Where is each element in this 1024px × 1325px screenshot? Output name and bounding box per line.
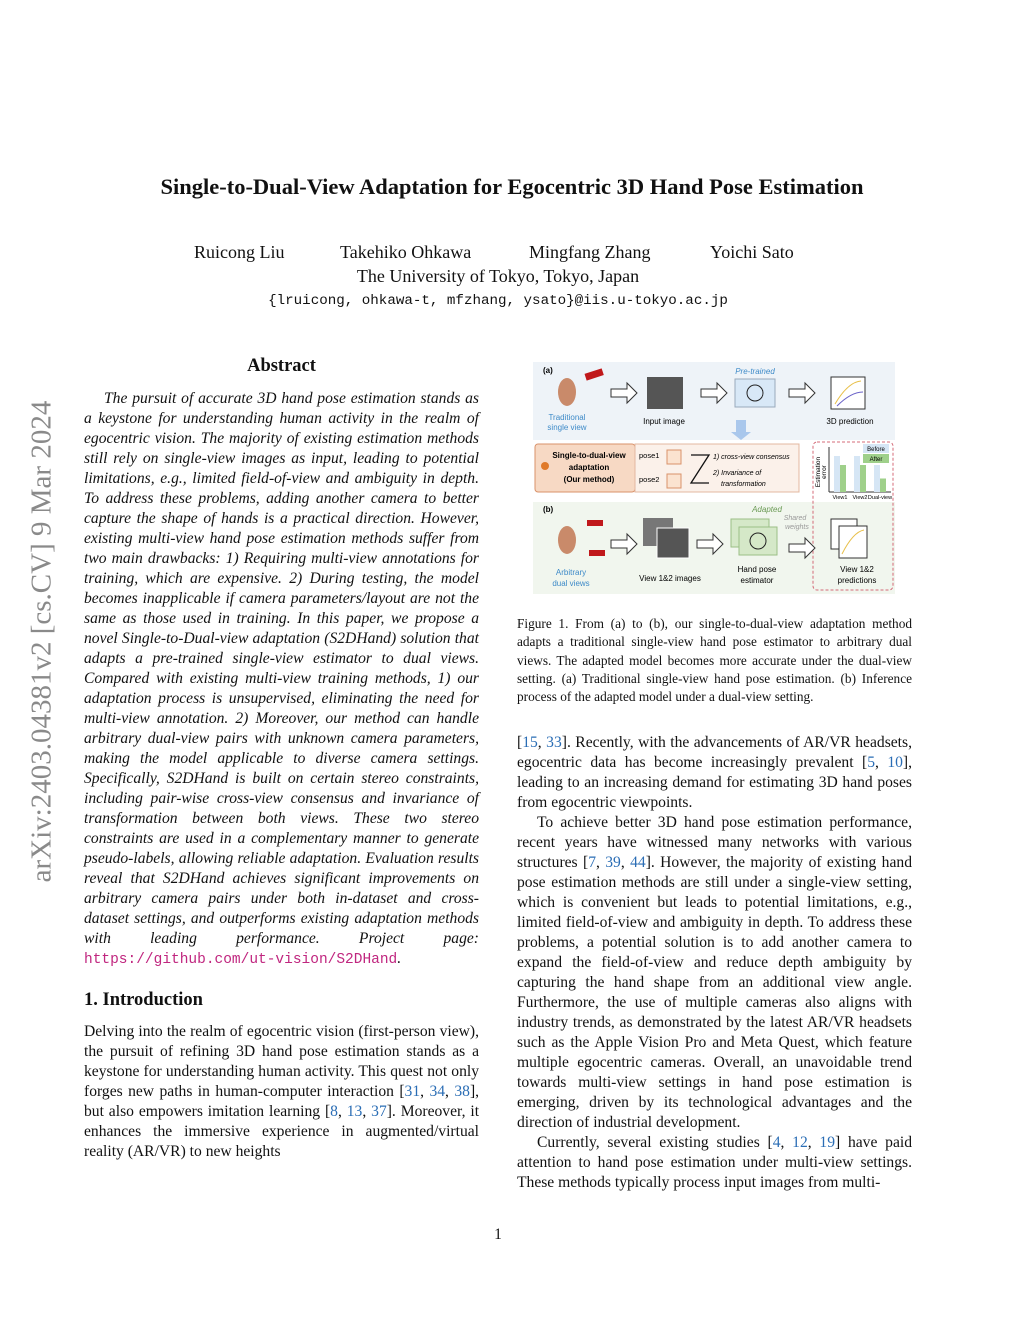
author: Mingfang Zhang xyxy=(529,242,651,262)
bar-before xyxy=(834,456,840,492)
arxiv-stamp: arXiv:2403.04381v2 [cs.CV] 9 Mar 2024 xyxy=(25,400,58,883)
svg-text:Input image: Input image xyxy=(643,417,685,426)
author: Yoichi Sato xyxy=(710,242,794,262)
svg-text:pose1: pose1 xyxy=(639,451,660,460)
input-image xyxy=(647,377,683,409)
svg-text:Adapted: Adapted xyxy=(752,505,782,514)
error-chart xyxy=(815,444,892,501)
citation-link[interactable]: 33 xyxy=(546,734,562,751)
citation-link[interactable]: 31 xyxy=(404,1083,421,1100)
citation-link[interactable]: 37 xyxy=(371,1103,387,1120)
svg-text:pose2: pose2 xyxy=(639,475,660,484)
svg-text:(Our method): (Our method) xyxy=(563,475,615,484)
svg-text:Hand pose: Hand pose xyxy=(737,565,777,574)
network-icon xyxy=(735,379,775,407)
author: Ruicong Liu xyxy=(194,242,285,262)
gear-icon xyxy=(541,462,549,470)
svg-text:Shared: Shared xyxy=(783,515,807,522)
citation-link[interactable]: 44 xyxy=(630,854,646,871)
chart-tick-label: View2 xyxy=(852,495,868,501)
citation-link[interactable]: 7 xyxy=(588,854,596,871)
page-number: 1 xyxy=(494,1226,502,1243)
svg-text:View 1&2: View 1&2 xyxy=(840,565,874,574)
network-icon xyxy=(739,527,777,555)
bar-after xyxy=(840,465,846,492)
svg-text:Traditional: Traditional xyxy=(548,413,586,422)
svg-text:2) Invariance of: 2) Invariance of xyxy=(713,470,762,477)
intro-paragraph: Currently, several existing studies [4, 12, 19] have paid attention to hand pose estimation under multi-view settings. These methods typically process input images from multi- xyxy=(517,1134,912,1191)
intro-heading: 1. Introduction xyxy=(84,990,203,1010)
label-a: (a) xyxy=(543,366,553,375)
author-emails: {lruicong, ohkawa-t, mfzhang, ysato}@iis.u-tokyo.ac.jp xyxy=(268,293,728,309)
bar-before xyxy=(854,456,860,492)
view2-image xyxy=(657,528,689,558)
chart-ylabel: error xyxy=(821,465,828,479)
svg-text:Arbitrary: Arbitrary xyxy=(555,568,587,577)
svg-text:After: After xyxy=(869,457,883,463)
citation-link[interactable]: 4 xyxy=(772,1134,781,1151)
intro-paragraph: [15, 33]. Recently, with the advancements of AR/VR headsets, egocentric data has become increasingly prevalent [5, 10], leading to an increasing demand for estimating 3D hand poses from egocentric viewpoints. xyxy=(517,734,913,811)
hand-pose-icon xyxy=(667,474,681,488)
hand-pose-icon xyxy=(667,450,681,464)
chart-tick-label: Dual-view xyxy=(867,495,893,501)
prediction-plot xyxy=(839,526,867,558)
label-b: (b) xyxy=(543,505,554,514)
citation-link[interactable]: 19 xyxy=(819,1134,836,1151)
svg-text:View 1&2 images: View 1&2 images xyxy=(639,574,701,583)
citation-link[interactable]: 5 xyxy=(867,754,875,771)
svg-text:predictions: predictions xyxy=(837,576,877,585)
svg-text:Before: Before xyxy=(867,447,885,453)
abstract-text: The pursuit of accurate 3D hand pose estimation stands as a keystone for understanding human activity in the realm of egocentric vision. The majority of existing estimation methods still rely on single-view images as input, leading to potential limitations, e.g., limited field-of-view and ambiguity in depth. To address these problems, adding another camera to better capture the shape of hands is a practical direction. However, existing multi-view hand pose estimation methods suffer from two main drawbacks: 1) Requiring multi-view annotations for training, which are expensive. 2) During testing, the model becomes inapplicable if camera parameters/layout are not the same as those used in training. In this paper, we propose a novel Single-to-Dual-view adaptation (S2DHand) solution that adapts a pre-trained single-view estimator to dual views. Compared with existing multi-view training methods, 1) our adaptation process is unsupervised, eliminating the need for multi-view annotation. 2) Moreover, our method can handle arbitrary dual-view pairs with unknown camera parameters, making the model applicable to diverse camera settings. Specifically, S2DHand is built on certain stereo constraints, including pair-wise cross-view consensus and invariance of transformation between both views. These two stereo constraints are used in a complementary manner to generate pseudo-labels, allowing reliable adaptation. Evaluation results reveal that S2DHand achieves significant improvements on arbitrary camera pairs under both in-dataset and cross-dataset settings, and outperforms existing adaptation methods with leading performance. Project page: https://github.com/ut-vision/S2DHand. xyxy=(84,390,479,968)
citation-link[interactable]: 34 xyxy=(429,1083,446,1100)
svg-text:transformation: transformation xyxy=(721,481,766,488)
down-arrow-icon xyxy=(736,420,746,432)
svg-text:dual views: dual views xyxy=(552,579,590,588)
intro-paragraph: Delving into the realm of egocentric vision (first-person view), the pursuit of refining 3D hand pose estimation stands as a keystone for understanding human activity. This quest not only forges new paths in human-computer interaction [31, 34, 38], but also empowers imitation learning [8, 13, 37]. Moreover, it enhances the immersive experience in augmented/virtual reality (AR/VR) to new heights xyxy=(84,1023,480,1160)
bar-before xyxy=(874,465,880,492)
svg-text:single view: single view xyxy=(547,423,587,432)
bar-after xyxy=(880,479,886,493)
figure-caption: Figure 1. From (a) to (b), our single-to-dual-view adaptation method adapts a traditional single-view hand pose estimator to arbitrary dual views. The adapted model becomes more accurate under the dual-view setting. (a) Traditional single-view hand pose estimation. (b) Inference process of the adapted model under a dual-view setting. xyxy=(517,616,912,705)
figure-diagram xyxy=(533,362,895,594)
right-column xyxy=(517,733,912,1193)
intro-paragraph: To achieve better 3D hand pose estimation performance, recent years have witnessed many networks with various structures [7, 39, 44]. However, the majority of existing hand pose estimation methods are still under a single-view setting, which is convenient but leads to potential limitations, e.g., limited field-of-view and ambiguity in depth. To address these problems, a potential solution is to add another camera to expand the field-of-view and reduce depth ambiguity by capturing the hand shape from an additional view angle. Furthermore, the use of multiple cameras also aligns with industry trends, as demonstrated by the latest AR/VR headsets such as the Apple Vision Pro and Meta Quest, which feature multiple egocentric cameras. Overall, an unavoidable trend towards multi-view settings in hand pose estimation is emerging, driven by its technological advantages and the direction of industrial development. xyxy=(517,814,912,1131)
citation-link[interactable]: 12 xyxy=(792,1134,808,1151)
chart-tick-label: View1 xyxy=(832,495,848,501)
abstract-heading: Abstract xyxy=(247,356,316,376)
left-column xyxy=(84,356,479,1162)
citation-link[interactable]: 13 xyxy=(346,1103,363,1120)
svg-text:Single-to-dual-view: Single-to-dual-view xyxy=(552,451,626,460)
svg-text:estimator: estimator xyxy=(740,576,774,585)
figure-1 xyxy=(533,362,895,594)
paper-title: Single-to-Dual-View Adaptation for Egocentric 3D Hand Pose Estimation xyxy=(160,174,864,199)
citation-link[interactable]: 10 xyxy=(887,754,903,771)
bar-after xyxy=(860,465,866,492)
citation-link[interactable]: 38 xyxy=(454,1083,470,1100)
author: Takehiko Ohkawa xyxy=(340,242,472,262)
svg-text:3D prediction: 3D prediction xyxy=(826,417,874,426)
affiliation: The University of Tokyo, Tokyo, Japan xyxy=(356,266,640,286)
svg-text:adaptation: adaptation xyxy=(568,463,610,472)
chart-ylabel: Estimation xyxy=(815,456,822,488)
citation-link[interactable]: 15 xyxy=(522,734,538,751)
project-link[interactable]: https://github.com/ut-vision/S2DHand xyxy=(84,952,398,968)
svg-text:weights: weights xyxy=(785,524,809,531)
svg-text:Pre-trained: Pre-trained xyxy=(735,367,775,376)
citation-link[interactable]: 8 xyxy=(330,1103,338,1120)
citation-link[interactable]: 39 xyxy=(605,854,621,871)
svg-text:1) cross-view consensus: 1) cross-view consensus xyxy=(713,454,790,461)
prediction-plot xyxy=(831,377,865,409)
